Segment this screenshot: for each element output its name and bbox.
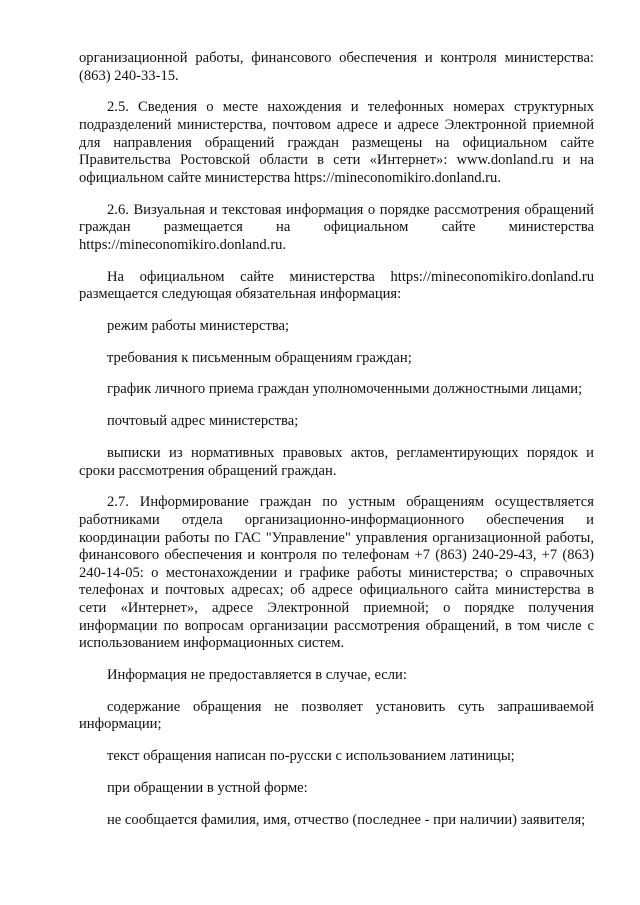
list-item-postal-address: почтовый адрес министерства;: [107, 413, 299, 430]
paragraph-2-6: 2.6. Визуальная и текстовая информация о порядке рассмотрения обращений граждан размещается на официальном сайте министерства https://mineconomikiro.donland.ru.: [79, 201, 594, 253]
paragraph-continuation: организационной работы, финансового обеспечения и контроля министерства: (863) 240-33-15.: [79, 50, 594, 84]
document-page: [79, 50, 594, 843]
list-item-work-schedule: режим работы министерства;: [107, 317, 290, 334]
list-item-requirements: требования к письменным обращениям граждан;: [107, 349, 412, 366]
list-item-legal-extracts: выписки из нормативных правовых актов, регламентирующих порядок и сроки рассмотрения обращений граждан.: [79, 445, 594, 479]
paragraph-2-7: 2.7. Информирование граждан по устным обращениям осуществляется работниками отдела организационно-информационного обеспечения и координации работы по ГАС "Управление" управления организационной работы, финансового обеспечения и контроля по телефонам +7 (863) 240-29-43, +7 (863) 240-14-05: о местонахождении и графике работы министерства; о справочных телефонах и почтовых адресах; об адресе официального сайта министерства в сети «Интернет», адресе Электронной приемной; о порядке получения информации по вопросам организации рассмотрения обращений, в том числе с использованием информационных систем.: [79, 494, 594, 652]
list-item-latin-script: текст обращения написан по-русски с использованием латиницы;: [107, 748, 515, 765]
list-item-content-unclear: содержание обращения не позволяет установить суть запрашиваемой информации;: [79, 698, 594, 733]
list-item-oral-form: при обращении в устной форме:: [107, 779, 308, 796]
list-item-reception-schedule: график личного приема граждан уполномоченными должностными лицами;: [107, 381, 583, 398]
paragraph-2-5: 2.5. Сведения о месте нахождения и телефонных номерах структурных подразделений министерства, почтовом адресе и адресе Электронной приемной для направления обращений граждан размещены на официальном сайте Правительства Ростовской области в сети «Интернет»: www.donland.ru и на официальном сайте министерства https://mineconomikiro.donland.ru.: [79, 99, 594, 186]
list-item-no-name: не сообщается фамилия, имя, отчество (последнее - при наличии) заявителя;: [107, 811, 586, 828]
paragraph-site-info: На официальном сайте министерства https://mineconomikiro.donland.ru размещается следующая обязательная информация:: [79, 268, 594, 303]
paragraph-not-provided: Информация не предоставляется в случае, если:: [107, 666, 407, 683]
